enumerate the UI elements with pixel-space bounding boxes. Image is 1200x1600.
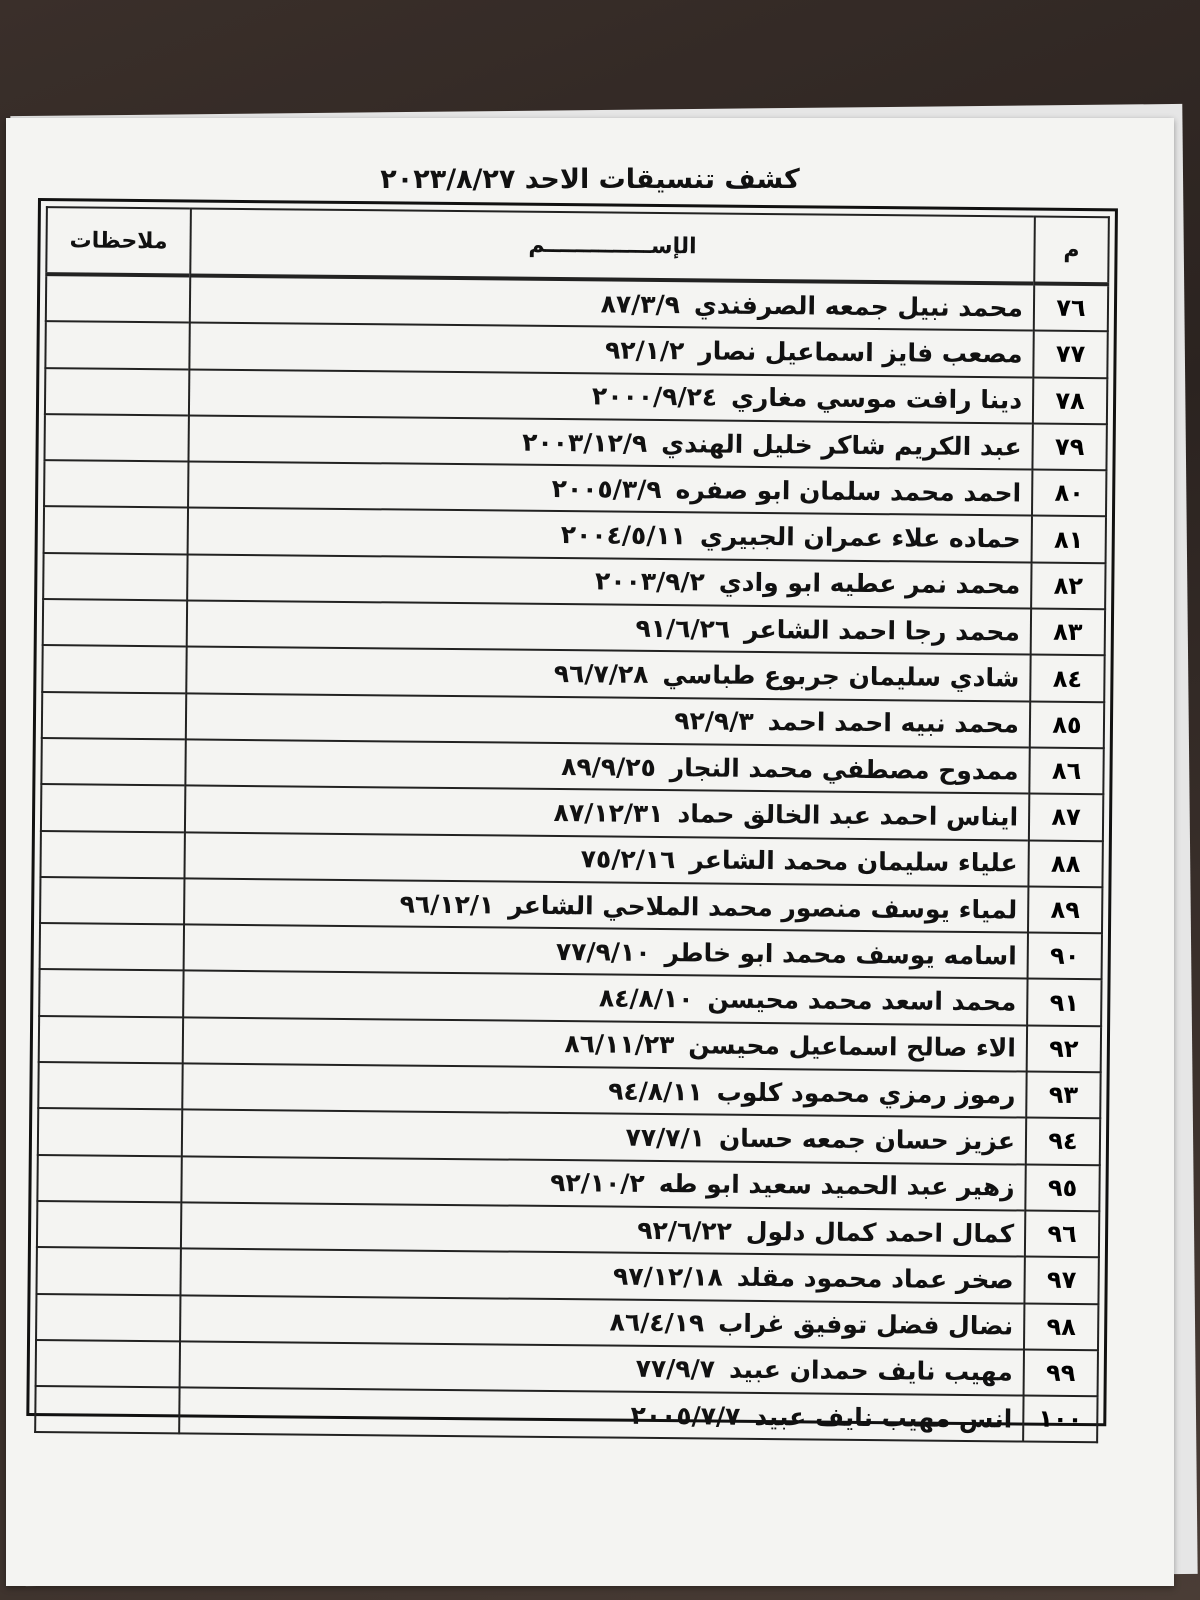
row-notes (45, 368, 189, 416)
row-notes (42, 645, 186, 693)
row-name-cell (183, 971, 1027, 1025)
header-notes: ملاحظات (46, 207, 191, 275)
row-notes (36, 1294, 180, 1342)
row-notes (41, 738, 185, 786)
row-notes (42, 692, 186, 740)
row-name-cell (186, 693, 1030, 747)
row-number: ٨٦ (1029, 748, 1103, 795)
document-title: كشف تنسيقات الاحد ٢٠٢٣/٨/٢٧ (380, 164, 800, 195)
row-name-cell (185, 786, 1029, 840)
row-name: اسامه يوسف محمد ابو خاطر (664, 937, 1017, 971)
row-date: ٢٠٠٣/١٢/٩ (522, 427, 648, 458)
row-name: كمال احمد كمال دلول (745, 1216, 1015, 1248)
row-name: علياء سليمان محمد الشاعر (689, 845, 1018, 878)
row-name-cell (180, 1341, 1024, 1395)
row-name-cell (180, 1249, 1024, 1303)
row-name-cell (184, 878, 1028, 932)
row-name: محمد نبيه احمد احمد (767, 707, 1020, 739)
row-name-cell (187, 601, 1031, 655)
row-name-cell (181, 1156, 1025, 1210)
row-number: ٩٥ (1025, 1164, 1099, 1211)
row-name-cell (182, 1063, 1026, 1117)
row-name: عبد الكريم شاكر خليل الهندي (661, 428, 1022, 461)
row-notes (46, 274, 190, 323)
row-notes (38, 1062, 182, 1110)
row-number: ٧٧ (1033, 331, 1107, 378)
row-number: ٨٤ (1030, 655, 1104, 702)
row-name: محمد نمر عطيه ابو وادي (718, 567, 1021, 600)
row-date: ٢٠٠٠/٩/٢٤ (591, 381, 718, 412)
table-frame (26, 198, 1118, 1434)
row-name: ايناس احمد عبد الخالق حماد (677, 799, 1019, 832)
row-number: ٨١ (1032, 516, 1106, 563)
row-notes (40, 923, 184, 971)
row-date: ٩٢/٩/٣ (674, 706, 754, 737)
row-number: ٧٨ (1033, 377, 1107, 424)
row-name-cell (180, 1295, 1024, 1349)
row-number: ٩٩ (1024, 1349, 1098, 1396)
row-date: ٧٥/٢/١٦ (580, 844, 676, 875)
row-date: ٩٢/٦/٢٢ (637, 1215, 733, 1246)
row-number: ٧٦ (1034, 284, 1108, 332)
row-date: ٩٢/١٠/٢ (550, 1168, 645, 1199)
row-name: محمد نبيل جمعه الصرفندي (693, 289, 1024, 323)
row-date: ٨٦/٤/١٩ (609, 1307, 705, 1338)
paper-sheet (6, 118, 1174, 1586)
row-date: ٩٧/١٢/١٨ (612, 1261, 724, 1292)
row-number: ٩٢ (1027, 1025, 1101, 1072)
row-name-cell (184, 832, 1028, 886)
row-number: ٩٧ (1024, 1257, 1098, 1304)
row-name: انس مهيب نايف عبيد (754, 1401, 1013, 1434)
row-notes (36, 1247, 180, 1295)
row-notes (41, 784, 185, 832)
row-name: مهيب نايف حمدان عبيد (728, 1355, 1013, 1387)
row-number: ٨٢ (1031, 562, 1105, 609)
row-date: ٢٠٠٣/٩/٢ (594, 566, 705, 597)
row-name: نضال فضل توفيق غراب (718, 1308, 1014, 1341)
row-date: ٩٤/٨/١١ (608, 1076, 703, 1107)
row-date: ٢٠٠٥/٧/٧ (630, 1400, 741, 1431)
row-number: ٧٩ (1032, 423, 1106, 470)
row-number: ٩٤ (1026, 1118, 1100, 1165)
row-number: ١٠٠ (1023, 1396, 1097, 1443)
row-notes (43, 553, 187, 601)
row-name: الاء صالح اسماعيل محيسن (688, 1030, 1017, 1063)
header-number: م (1034, 217, 1109, 285)
row-name: ممدوح مصطفي محمد النجار (669, 752, 1019, 786)
row-notes (44, 460, 188, 508)
row-date: ٢٠٠٤/٥/١١ (560, 520, 687, 551)
row-number: ٩٦ (1025, 1210, 1099, 1257)
row-name-cell (188, 462, 1032, 516)
row-notes (37, 1155, 181, 1203)
header-name: الإســــــــــــــم (190, 208, 1035, 283)
row-notes (38, 1108, 182, 1156)
row-name-cell (181, 1202, 1025, 1256)
row-date: ٧٧/٩/١٠ (555, 936, 651, 967)
row-name: محمد اسعد محمد محيسن (707, 984, 1017, 1017)
row-name: حماده علاء عمران الجبيري (699, 521, 1021, 554)
row-name-cell (183, 1017, 1027, 1071)
row-notes (35, 1386, 179, 1434)
row-name-cell (182, 1110, 1026, 1164)
row-name: احمد محمد سلمان ابو صفره (675, 474, 1022, 508)
row-name: شادي سليمان جربوع طباسي (662, 660, 1020, 693)
row-number: ٩٠ (1028, 933, 1102, 980)
row-date: ٨٧/٣/٩ (600, 289, 681, 319)
row-date: ٧٧/٩/٧ (635, 1354, 716, 1385)
row-name: صخر عماد محمود مقلد (736, 1262, 1014, 1295)
row-date: ٩٦/١٢/١ (399, 889, 495, 919)
table-body (35, 274, 1108, 1443)
row-number: ٨٠ (1032, 470, 1106, 517)
row-name-cell (189, 369, 1033, 423)
row-name-cell (184, 925, 1028, 979)
row-notes (45, 321, 189, 369)
table-row (35, 1386, 1097, 1442)
table-header-row (46, 207, 1109, 284)
row-name-cell (188, 508, 1032, 562)
row-name-cell (186, 647, 1030, 701)
row-notes (36, 1340, 180, 1388)
row-notes (43, 599, 187, 647)
row-name-cell (189, 323, 1033, 377)
row-notes (44, 414, 188, 462)
row-number: ٩١ (1027, 979, 1101, 1026)
row-notes (37, 1201, 181, 1249)
row-notes (39, 1016, 183, 1064)
row-notes (44, 507, 188, 555)
row-notes (39, 970, 183, 1018)
row-number: ٩٣ (1026, 1072, 1100, 1119)
row-date: ٩٢/١/٢ (604, 335, 685, 366)
row-name-cell (188, 415, 1032, 469)
row-name-cell (185, 739, 1029, 793)
row-notes (40, 877, 184, 925)
row-number: ٩٨ (1024, 1303, 1098, 1350)
row-date: ٨٤/٨/١٠ (598, 983, 694, 1014)
row-date: ٨٧/١٢/٣١ (553, 797, 664, 828)
row-name: زهير عبد الحميد سعيد ابو طه (658, 1169, 1015, 1202)
row-number: ٨٩ (1028, 886, 1102, 933)
row-name-cell (187, 554, 1031, 608)
row-name: عزيز حسان جمعه حسان (718, 1123, 1016, 1156)
row-name: مصعب فايز اسماعيل نصار (698, 336, 1023, 369)
row-date: ٨٩/٩/٢٥ (561, 751, 656, 782)
row-date: ٨٦/١١/٢٣ (564, 1029, 675, 1060)
row-date: ٢٠٠٥/٣/٩ (551, 473, 662, 504)
row-number: ٨٨ (1028, 840, 1102, 887)
row-date: ٧٧/٧/١ (625, 1122, 706, 1153)
row-notes (40, 831, 184, 879)
row-name-cell (179, 1388, 1023, 1442)
row-name: رموز رمزي محمود كلوب (716, 1077, 1016, 1110)
names-table (34, 206, 1110, 1444)
row-name-cell (190, 275, 1034, 330)
row-date: ٩١/٦/٢٦ (635, 613, 731, 644)
row-number: ٨٧ (1029, 794, 1103, 841)
row-date: ٩٦/٧/٢٨ (553, 658, 649, 689)
row-number: ٨٥ (1030, 701, 1104, 748)
row-number: ٨٣ (1031, 609, 1105, 656)
row-name: محمد رجا احمد الشاعر (743, 614, 1021, 647)
row-name: لمياء يوسف منصور محمد الملاحي الشاعر (508, 890, 1018, 924)
row-name: دينا رافت موسي مغاري (730, 382, 1023, 415)
